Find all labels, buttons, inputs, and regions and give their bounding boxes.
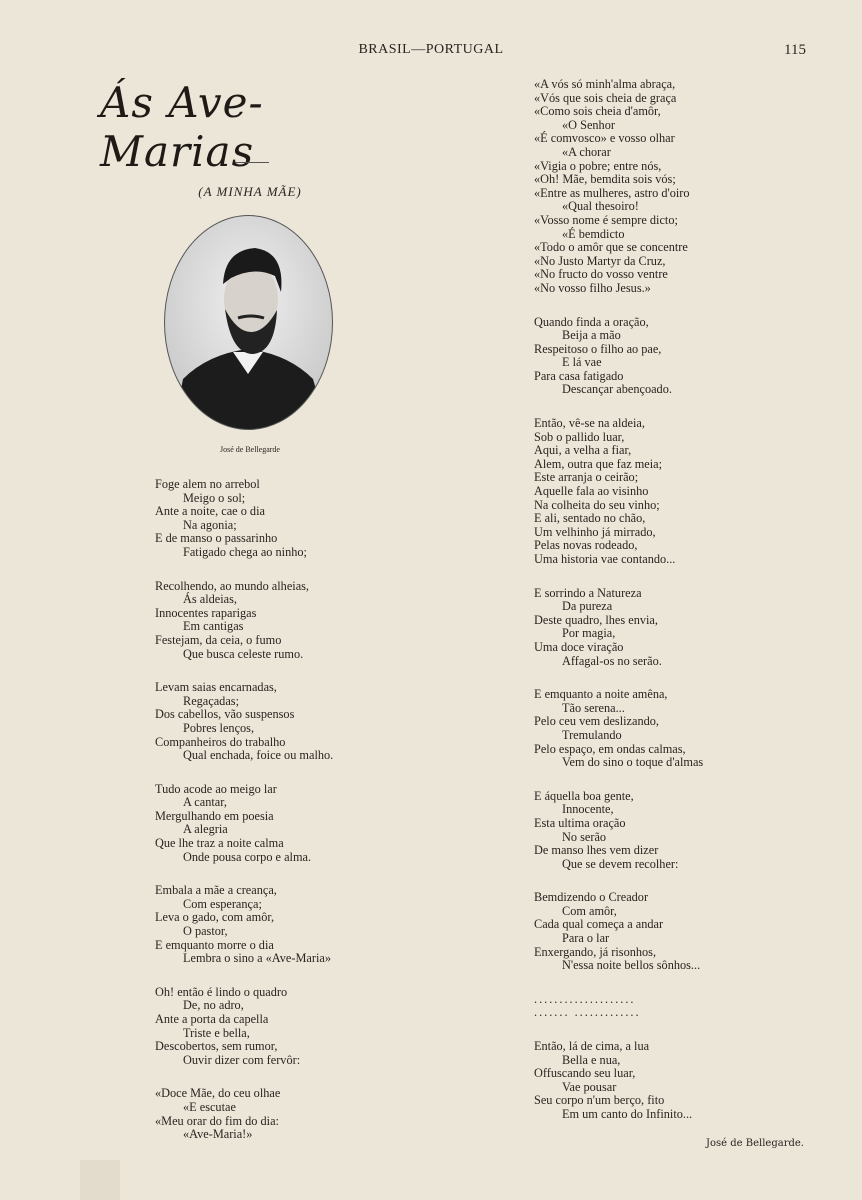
verse-line: «Meu orar do fim do dia:: [155, 1113, 279, 1128]
stanza: [534, 688, 834, 770]
verse-line: Para casa fatigado: [534, 368, 624, 383]
verse-line: Dos cabellos, vão suspensos: [155, 707, 295, 722]
verse-line: «Vigia o pobre; entre nós,: [534, 158, 662, 173]
author-signature: José de Bellegarde.: [706, 1138, 804, 1149]
verse-line: Deste quadro, lhes envia,: [534, 612, 658, 627]
stanza: [534, 790, 834, 872]
verse-line: Offuscando seu luar,: [534, 1066, 636, 1081]
verse-line: Em um canto do Infinito...: [562, 1107, 693, 1121]
verse-line: Na colheita do seu vinho;: [534, 497, 660, 512]
stanza: [155, 1087, 475, 1141]
paper-stain: [80, 1160, 120, 1200]
verse-line: Com amôr,: [562, 903, 617, 918]
verse-line: Regaçadas;: [183, 693, 239, 708]
verse-line: Levam saias encarnadas,: [155, 680, 277, 695]
verse-line: Pelas novas rodeado,: [534, 538, 638, 553]
verse-line: Então, lá de cima, a lua: [534, 1039, 650, 1054]
verse-line: Meigo o sol;: [183, 490, 246, 505]
portrait-caption: José de Bellegarde: [220, 445, 280, 454]
verse-line: Esta ultima oração: [534, 815, 626, 830]
verse-line: «No fructo do vosso ventre: [534, 267, 668, 282]
verse-line: «E escutae: [183, 1099, 236, 1114]
verse-line: Aqui, a velha a fiar,: [534, 443, 632, 458]
verse-line: Bemdizendo o Creador: [534, 890, 649, 905]
verse-line: Cada qual começa a andar: [534, 917, 664, 932]
verse-line: Bella e nua,: [562, 1052, 621, 1067]
verse-line: E áquella boa gente,: [534, 788, 634, 803]
verse-line: E de manso o passarinho: [155, 531, 278, 546]
title-divider: [235, 162, 269, 163]
verse-line: Aquelle fala ao visinho: [534, 484, 649, 499]
stanza: [155, 580, 475, 662]
verse-line: Tremulando: [562, 727, 622, 742]
verse-line: Qual enchada, foice ou malho.: [183, 748, 334, 763]
verse-line: Um velhinho já mirrado,: [534, 524, 656, 539]
verse-line: Leva o gado, com amôr,: [155, 910, 275, 925]
verse-line: Ante a noite, cae o dia: [155, 504, 265, 519]
stanza: [534, 417, 834, 567]
verse-line: Este arranja o ceirão;: [534, 470, 639, 485]
stanza: [534, 587, 834, 669]
verse-line: Embala a mãe a creança,: [155, 883, 277, 898]
verse-line: «Como sois cheia d'amôr,: [534, 104, 661, 119]
verse-line: Na agonia;: [183, 517, 237, 532]
verse-line: Beija a mão: [562, 328, 621, 343]
verse-line: Descobertos, sem rumor,: [155, 1039, 278, 1054]
stanza: [534, 316, 834, 398]
verse-line: Tão serena...: [562, 700, 625, 715]
verse-line: Uma historia vae contando...: [534, 552, 676, 566]
verse-line: O pastor,: [183, 924, 228, 939]
verse-line: E ali, sentado no chão,: [534, 511, 646, 526]
verse-line: «No vosso filho Jesus.»: [534, 280, 651, 295]
verse-line: Por magia,: [562, 626, 616, 641]
verse-line: «O Senhor: [562, 117, 615, 132]
verse-line: Ouvir dizer com fervôr:: [183, 1052, 301, 1067]
poem-title: Ás Ave-Marias: [100, 78, 264, 176]
stanza: [155, 986, 475, 1068]
dotted-line: ....... .............: [534, 1005, 641, 1020]
verse-line: Ante a porta da capella: [155, 1012, 269, 1026]
stanza: [155, 884, 475, 966]
stanza: [534, 891, 834, 973]
verse-line: Fatigado chega ao ninho;: [183, 544, 307, 559]
stanza: [534, 78, 834, 296]
verse-line: Alem, outra que faz meia;: [534, 456, 663, 471]
verse-line: E sorrindo a Natureza: [534, 585, 642, 600]
verse-line: De manso lhes vem dizer: [534, 843, 659, 858]
ellipsis-lines: [534, 993, 834, 1020]
verse-line: Descançar abençoado.: [562, 382, 672, 397]
verse-line: Ás aldeias,: [183, 592, 237, 607]
verse-line: Respeitoso o filho ao pae,: [534, 341, 662, 356]
verse-line: «É bemdicto: [562, 226, 625, 241]
verse-line: «No Justo Martyr da Cruz,: [534, 253, 666, 268]
verse-line: Lembra o sino a «Ave-Maria»: [183, 951, 331, 966]
verse-line: Sob o pallido luar,: [534, 429, 625, 444]
stanza: [155, 681, 475, 763]
poem-subtitle: (A MINHA MÃE): [198, 184, 302, 199]
right-column: [534, 78, 834, 1142]
dotted-line: ....................: [534, 991, 636, 1006]
verse-line: «Oh! Mãe, bemdita sois vós;: [534, 172, 676, 187]
verse-line: «Todo o amôr que se concentre: [534, 240, 688, 255]
verse-line: «Ave-Maria!»: [183, 1127, 253, 1142]
verse-line: Affagal-os no serão.: [562, 653, 662, 668]
verse-line: Pelo ceu vem deslizando,: [534, 714, 659, 729]
verse-line: Da pureza: [562, 599, 613, 614]
left-column: [155, 478, 475, 1162]
running-head: BRASIL—PORTUGAL: [358, 42, 504, 57]
verse-line: Onde pousa corpo e alma.: [183, 849, 312, 864]
verse-line: Quando finda a oração,: [534, 314, 649, 329]
verse-line: Vem do sino o toque d'almas: [562, 755, 704, 770]
verse-line: Em cantigas: [183, 619, 244, 634]
stanza: [534, 1040, 834, 1122]
verse-line: «Vós que sois cheia de graça: [534, 90, 677, 105]
verse-line: Innocente,: [562, 802, 614, 817]
verse-line: Que se devem recolher:: [562, 856, 679, 871]
author-portrait: [163, 214, 334, 431]
verse-line: Companheiros do trabalho: [155, 734, 286, 749]
verse-line: Mergulhando em poesia: [155, 808, 274, 823]
verse-line: Tudo acode ao meigo lar: [155, 781, 277, 796]
verse-line: E emquanto morre o dia: [155, 937, 274, 952]
verse-line: Pobres lenços,: [183, 720, 255, 735]
verse-line: A cantar,: [183, 795, 227, 810]
verse-line: Innocentes raparigas: [155, 605, 257, 620]
verse-line: Para o lar: [562, 931, 610, 946]
verse-line: Foge alem no arrebol: [155, 477, 260, 491]
verse-line: N'essa noite bellos sônhos...: [562, 958, 701, 973]
verse-line: Vae pousar: [562, 1079, 617, 1094]
verse-line: «Entre as mulheres, astro d'oiro: [534, 185, 690, 200]
verse-line: «A vós só minh'alma abraça,: [534, 77, 676, 91]
verse-line: Uma doce viração: [534, 639, 624, 654]
verse-line: «Doce Mãe, do ceu olhae: [155, 1086, 281, 1101]
verse-line: E lá vae: [562, 355, 602, 370]
verse-line: E emquanto a noite amêna,: [534, 687, 668, 702]
verse-line: De, no adro,: [183, 998, 244, 1013]
verse-line: «Vosso nome é sempre dicto;: [534, 212, 678, 227]
verse-line: Que lhe traz a noite calma: [155, 836, 284, 851]
stanza: [155, 783, 475, 865]
stanza: [155, 478, 475, 560]
verse-line: «Qual thesoiro!: [562, 199, 639, 214]
verse-line: Pelo espaço, em ondas calmas,: [534, 741, 686, 756]
verse-line: No serão: [562, 829, 607, 844]
verse-line: Oh! então é lindo o quadro: [155, 984, 288, 999]
verse-line: Seu corpo n'um berço, fito: [534, 1093, 665, 1108]
verse-line: Festejam, da ceia, o fumo: [155, 632, 282, 647]
page-number: 115: [784, 42, 806, 58]
verse-line: Então, vê-se na aldeia,: [534, 416, 645, 431]
verse-line: Com esperança;: [183, 896, 262, 911]
verse-line: Recolhendo, ao mundo alheias,: [155, 578, 310, 593]
verse-line: Enxergando, já risonhos,: [534, 944, 657, 959]
verse-line: A alegria: [183, 822, 228, 837]
verse-line: Triste e bella,: [183, 1025, 250, 1040]
verse-line: «A chorar: [562, 144, 611, 159]
verse-line: «É comvosco» e vosso olhar: [534, 131, 675, 146]
verse-line: Que busca celeste rumo.: [183, 646, 304, 661]
